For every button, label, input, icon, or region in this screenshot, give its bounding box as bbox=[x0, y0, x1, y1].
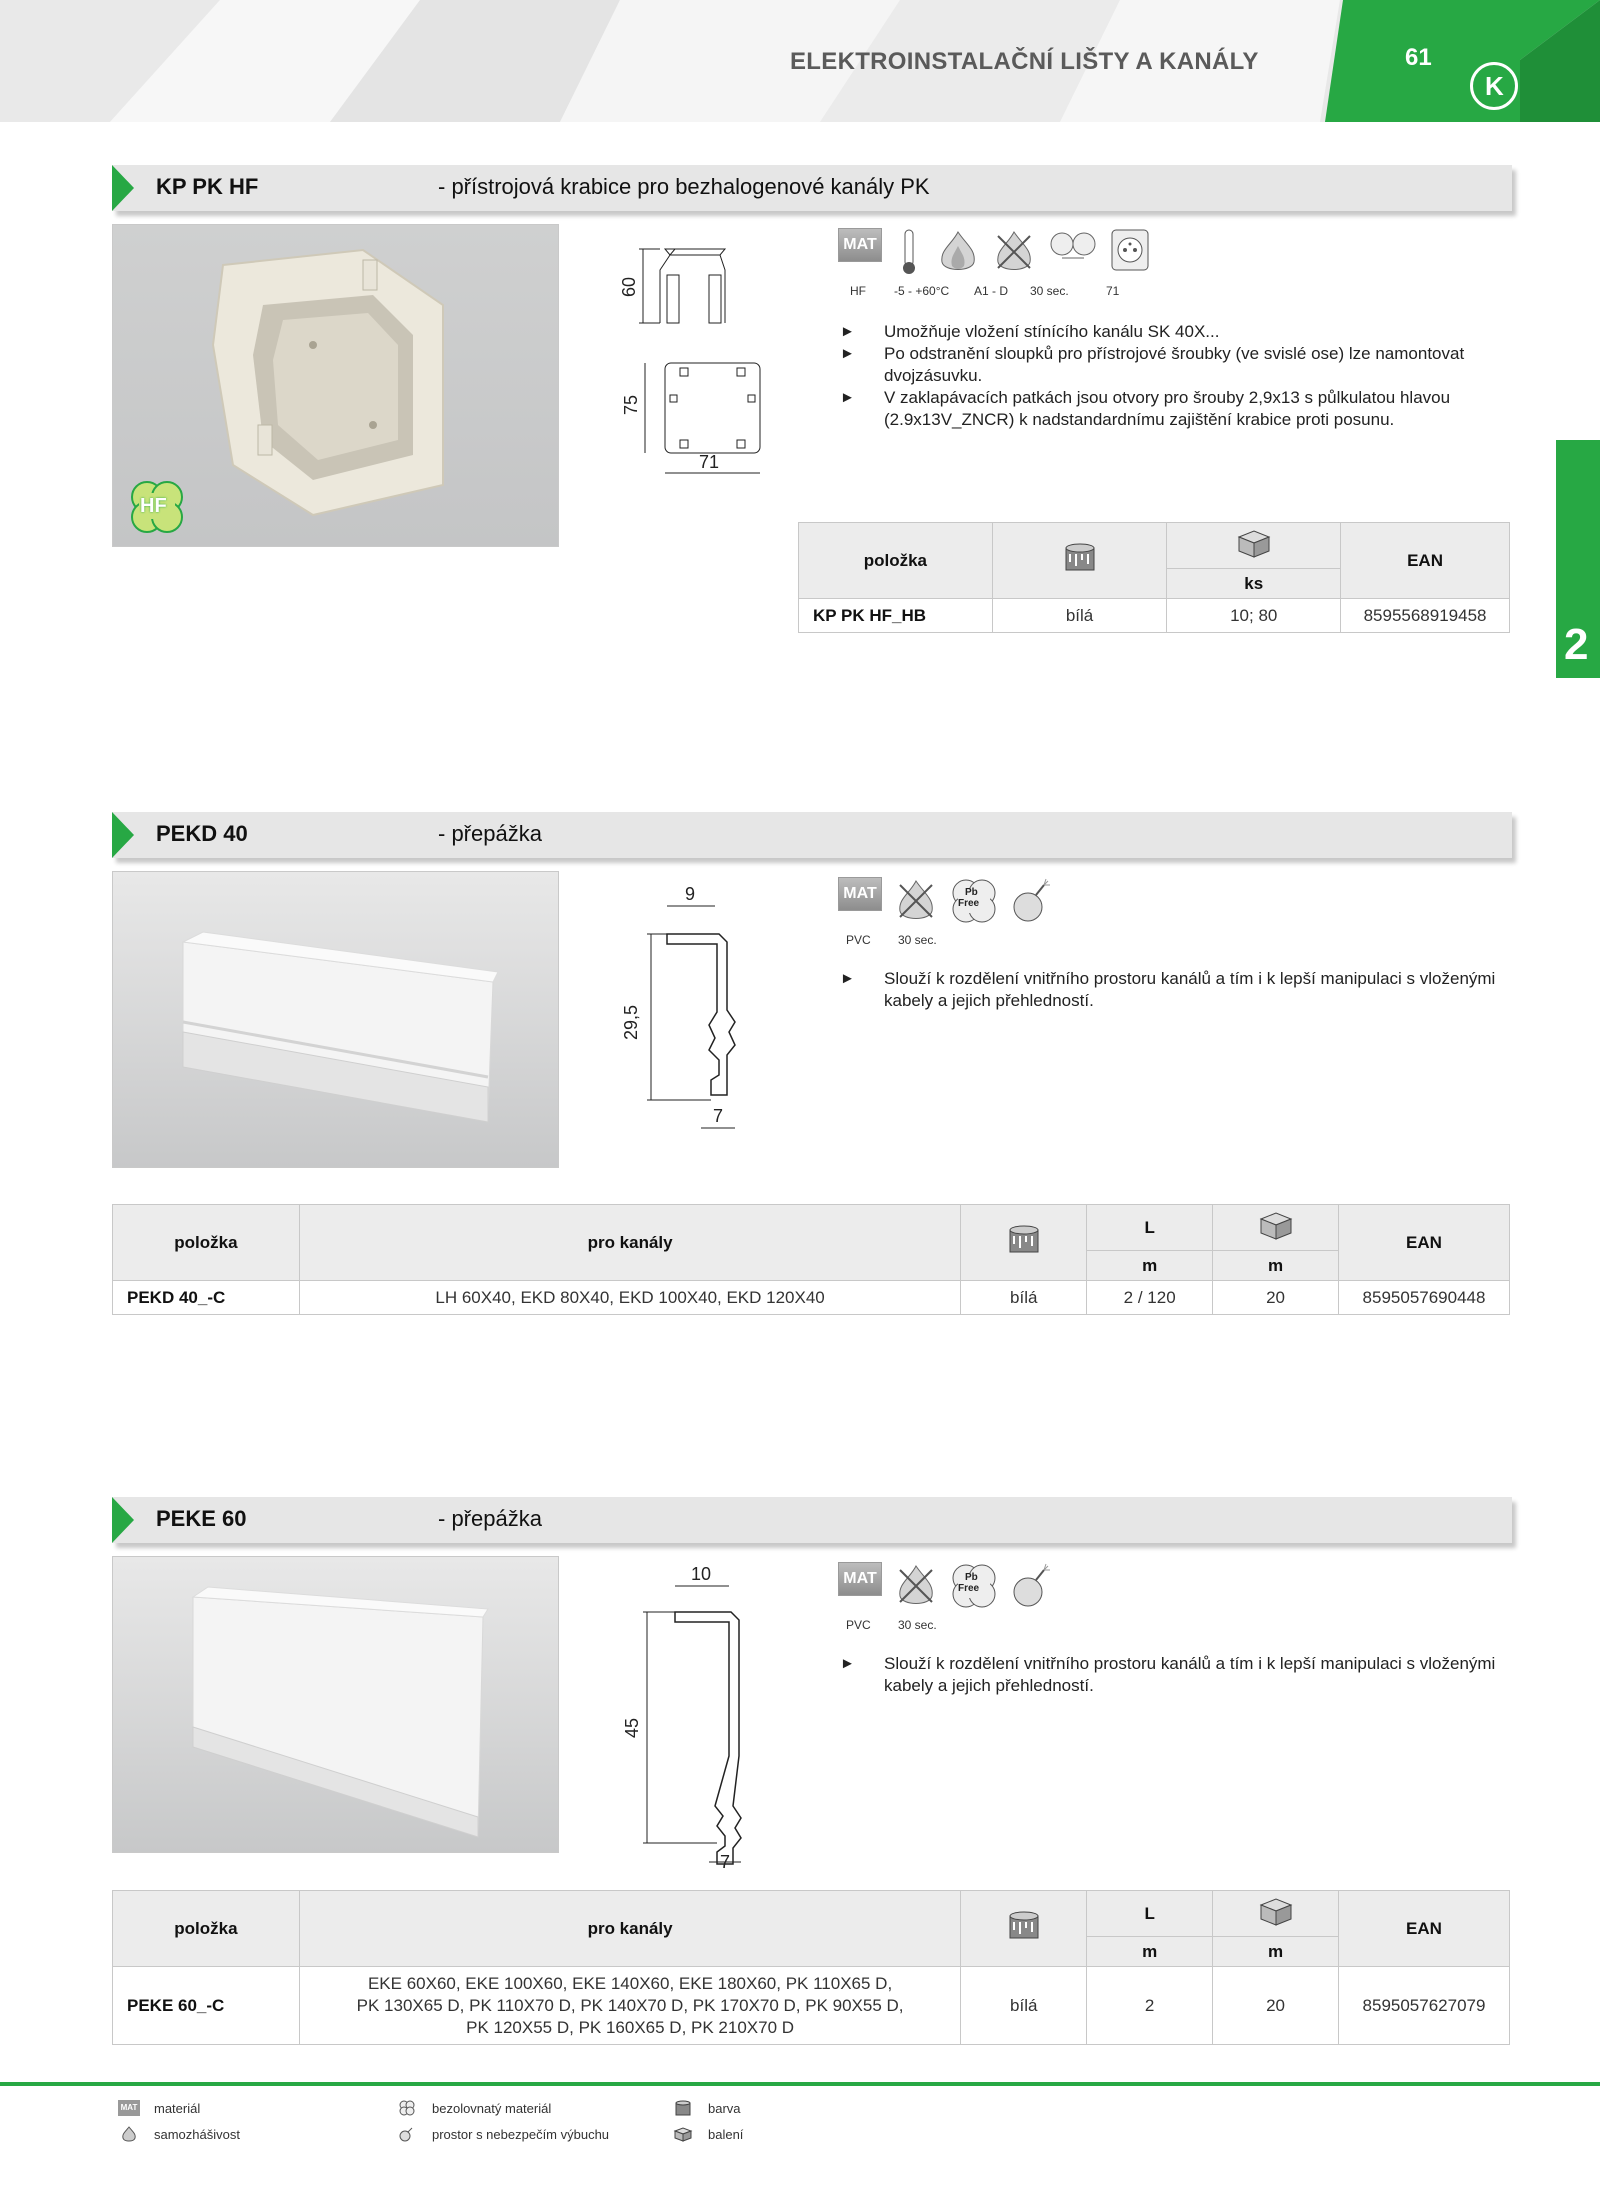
table-row bbox=[799, 599, 1510, 633]
package-header bbox=[1213, 1205, 1339, 1251]
col-header-channels: pro kanály bbox=[299, 1205, 960, 1281]
cell-length: 2 / 120 bbox=[1087, 1281, 1213, 1315]
section-bar-peke-60 bbox=[112, 1497, 1512, 1543]
cell-ean: 8595057627079 bbox=[1339, 1967, 1510, 2045]
col-header-unit-m: m bbox=[1213, 1251, 1339, 1281]
legend-label: bezolovnatý materiál bbox=[432, 2100, 552, 2116]
box-icon bbox=[1233, 525, 1275, 561]
temperature-label: -5 - +60°C bbox=[894, 284, 950, 298]
table-row bbox=[113, 1281, 1510, 1315]
product-description: - přístrojová krabice pro bezhalogenové kanály PK bbox=[438, 174, 930, 199]
pb-text: Pb bbox=[965, 1572, 978, 1583]
product-photo-pekd-40 bbox=[112, 871, 559, 1168]
channels-line: PK 120X55 D, PK 160X65 D, PK 210X70 D bbox=[466, 2017, 795, 2037]
page-number: 61 bbox=[1405, 44, 1432, 71]
col-header-ean: EAN bbox=[1339, 1205, 1510, 1281]
property-icons-peke-60 bbox=[838, 1562, 1054, 1610]
legend-label: prostor s nebezpečím výbuchu bbox=[432, 2126, 610, 2142]
bullet-item: ► Po odstranění sloupků pro přístrojové šroubky (ve svislé ose) lze namontovat dvojzásuvku. bbox=[840, 343, 1500, 387]
technical-drawing-peke-60 bbox=[605, 1556, 765, 1876]
col-header-item: položka bbox=[113, 1205, 300, 1281]
col-header-item: položka bbox=[799, 523, 993, 599]
cell-length: 2 bbox=[1087, 1967, 1213, 2045]
package-header bbox=[1167, 523, 1341, 569]
cell-item: PEKE 60_-C bbox=[113, 1967, 300, 2045]
product-photo-peke-60 bbox=[112, 1556, 559, 1853]
screw-spacing-icon bbox=[1048, 228, 1098, 276]
property-icons-pekd-40 bbox=[838, 877, 1054, 925]
technical-drawing-pekd-40 bbox=[605, 880, 765, 1140]
color-header bbox=[992, 523, 1167, 599]
package-header bbox=[1213, 1891, 1339, 1937]
legend-packaging bbox=[672, 2126, 743, 2142]
cell-channels: LH 60X40, EKD 80X40, EKD 100X40, EKD 120X40 bbox=[299, 1281, 960, 1315]
bullet-list-kp-pk-hf bbox=[840, 321, 1500, 431]
col-header-ean: EAN bbox=[1341, 523, 1510, 599]
green-arrow-icon bbox=[112, 812, 134, 858]
property-icon-labels bbox=[838, 284, 1238, 304]
color-header bbox=[961, 1205, 1087, 1281]
dim-height-label: 45 bbox=[622, 1717, 642, 1738]
product-table-kp-pk-hf bbox=[798, 522, 1510, 633]
flame-small-icon bbox=[118, 2126, 140, 2142]
self-extinguishing-icon bbox=[894, 877, 938, 925]
spacing-label: 71 bbox=[1106, 284, 1120, 298]
legend-label: samozhášivost bbox=[154, 2126, 240, 2142]
bullet-item: ► V zaklapávacích patkách jsou otvory pro šrouby 2,9x13 s půlkulatou hlavou (2.9x13V_ZNCR) k nadstandardnímu zajištění krabice proti posunu. bbox=[840, 387, 1500, 431]
pb-text: Pb bbox=[965, 887, 978, 898]
box-icon bbox=[1255, 1893, 1297, 1929]
property-icon-labels bbox=[838, 1618, 1138, 1638]
product-code: PEKD 40 bbox=[156, 821, 248, 846]
cell-item: KP PK HF_HB bbox=[799, 599, 993, 633]
page-header bbox=[0, 0, 1600, 122]
legend-color bbox=[672, 2100, 741, 2116]
partition-image bbox=[113, 1557, 560, 1854]
channels-line: PK 130X65 D, PK 110X70 D, PK 140X70 D, PK 170X70 D, PK 90X55 D, bbox=[356, 1995, 904, 2015]
cell-pack: 20 bbox=[1213, 1967, 1339, 2045]
thermometer-icon bbox=[894, 228, 924, 276]
box-small-icon bbox=[672, 2126, 694, 2142]
legend-label: barva bbox=[708, 2100, 741, 2116]
hf-clover-icon bbox=[127, 477, 187, 537]
bullet-item: ► Umožňuje vložení stínícího kanálu SK 40X... bbox=[840, 321, 1500, 343]
fire-class-label: A1 - D bbox=[974, 284, 1009, 298]
dim-top-label: 10 bbox=[691, 1564, 712, 1584]
legend-material bbox=[118, 2100, 200, 2116]
paint-bucket-icon bbox=[1006, 1224, 1042, 1256]
flame-retardant-icon bbox=[936, 228, 980, 276]
bullet-item: ► Slouží k rozdělení vnitřního prostoru kanálů a tím i k lepší manipulaci s vloženými kabely a jejich přehledností. bbox=[840, 968, 1500, 1012]
bomb-small-icon bbox=[396, 2126, 418, 2142]
product-photo-kp-pk-hf bbox=[112, 224, 559, 547]
product-code: KP PK HF bbox=[156, 174, 259, 199]
cell-channels bbox=[299, 1967, 960, 2045]
self-extinguishing-icon bbox=[992, 228, 1036, 276]
bullet-list-peke-60 bbox=[840, 1653, 1500, 1697]
col-header-unit-m: m bbox=[1087, 1251, 1213, 1281]
col-header-unit-m: m bbox=[1213, 1937, 1339, 1967]
chapter-tab bbox=[1556, 440, 1600, 678]
cell-color: bílá bbox=[961, 1967, 1087, 2045]
table-row bbox=[113, 1967, 1510, 2045]
product-code: PEKE 60 bbox=[156, 1506, 247, 1531]
section-bar-pekd-40 bbox=[112, 812, 1512, 858]
legend-label: balení bbox=[708, 2126, 744, 2142]
dim-height-label: 60 bbox=[619, 276, 639, 297]
free-text: Free bbox=[958, 898, 980, 909]
burn-time-label: 30 sec. bbox=[898, 1618, 937, 1632]
mat-small-icon: MAT bbox=[118, 2100, 140, 2116]
col-header-unit-m: m bbox=[1087, 1937, 1213, 1967]
legend-label: materiál bbox=[154, 2100, 201, 2116]
partition-image bbox=[113, 872, 560, 1169]
mat-icon: MAT bbox=[838, 228, 882, 262]
green-arrow-icon bbox=[112, 1497, 134, 1543]
burn-time-label: 30 sec. bbox=[1030, 284, 1069, 298]
icon-legend bbox=[0, 2100, 1600, 2160]
material-label: PVC bbox=[846, 933, 871, 947]
property-icon-labels bbox=[838, 933, 1138, 953]
legend-lead-free bbox=[396, 2100, 551, 2116]
dim-bottom-label: 7 bbox=[720, 1852, 731, 1872]
explosion-bomb-icon bbox=[1010, 877, 1054, 925]
dim-height-label: 29,5 bbox=[621, 1004, 641, 1040]
cell-ean: 8595057690448 bbox=[1339, 1281, 1510, 1315]
bucket-small-icon bbox=[672, 2100, 694, 2116]
cell-ean: 8595568919458 bbox=[1341, 599, 1510, 633]
col-header-length: L bbox=[1087, 1205, 1213, 1251]
material-label: HF bbox=[850, 284, 866, 298]
logo-letter: K bbox=[1485, 71, 1504, 101]
green-arrow-icon bbox=[112, 165, 134, 211]
hf-badge-text: HF bbox=[140, 495, 167, 517]
dim-bottom-label: 7 bbox=[713, 1106, 724, 1126]
cell-color: bílá bbox=[992, 599, 1167, 633]
box-icon bbox=[1255, 1207, 1297, 1243]
property-icons-kp-pk-hf bbox=[838, 228, 1150, 276]
free-text: Free bbox=[958, 1583, 980, 1594]
col-header-item: položka bbox=[113, 1891, 300, 1967]
technical-drawing-kp-pk-hf bbox=[605, 235, 770, 485]
product-description: - přepážka bbox=[438, 1506, 542, 1531]
burn-time-label: 30 sec. bbox=[898, 933, 937, 947]
product-table-peke-60 bbox=[112, 1890, 1510, 2045]
dim-side-label: 75 bbox=[621, 394, 641, 415]
header-title: ELEKTROINSTALAČNÍ LIŠTY A KANÁLY bbox=[790, 48, 1259, 75]
col-header-channels: pro kanály bbox=[299, 1891, 960, 1967]
double-socket-icon bbox=[1110, 228, 1150, 276]
mat-icon: MAT bbox=[838, 877, 882, 911]
cell-pack: 20 bbox=[1213, 1281, 1339, 1315]
paint-bucket-icon bbox=[1062, 542, 1098, 574]
clover-small-icon bbox=[396, 2100, 418, 2116]
footer-divider bbox=[0, 2082, 1600, 2086]
channels-line: EKE 60X60, EKE 100X60, EKE 140X60, EKE 180X60, PK 110X65 D, bbox=[367, 1973, 893, 1993]
lead-free-icon bbox=[950, 877, 998, 925]
chapter-number: 2 bbox=[1564, 620, 1589, 669]
product-description: - přepážka bbox=[438, 821, 542, 846]
col-header-length: L bbox=[1087, 1891, 1213, 1937]
legend-explosion bbox=[396, 2126, 609, 2142]
bullet-item: ► Slouží k rozdělení vnitřního prostoru kanálů a tím i k lepší manipulaci s vloženými kabely a jejich přehledností. bbox=[840, 1653, 1500, 1697]
lead-free-icon bbox=[950, 1562, 998, 1610]
product-table-pekd-40 bbox=[112, 1204, 1510, 1315]
color-header bbox=[961, 1891, 1087, 1967]
explosion-bomb-icon bbox=[1010, 1562, 1054, 1610]
mat-icon: MAT bbox=[838, 1562, 882, 1596]
legend-self-extinguishing bbox=[118, 2126, 240, 2142]
paint-bucket-icon bbox=[1006, 1910, 1042, 1942]
company-logo bbox=[1470, 62, 1518, 110]
bullet-list-pekd-40 bbox=[840, 968, 1500, 1012]
self-extinguishing-icon bbox=[894, 1562, 938, 1610]
col-header-ean: EAN bbox=[1339, 1891, 1510, 1967]
cell-color: bílá bbox=[961, 1281, 1087, 1315]
section-bar-kp-pk-hf bbox=[112, 165, 1512, 211]
cell-pack: 10; 80 bbox=[1167, 599, 1341, 633]
cell-item: PEKD 40_-C bbox=[113, 1281, 300, 1315]
dim-width-label: 71 bbox=[699, 452, 720, 472]
dim-top-label: 9 bbox=[685, 884, 696, 904]
material-label: PVC bbox=[846, 1618, 871, 1632]
col-header-ks: ks bbox=[1167, 569, 1341, 599]
